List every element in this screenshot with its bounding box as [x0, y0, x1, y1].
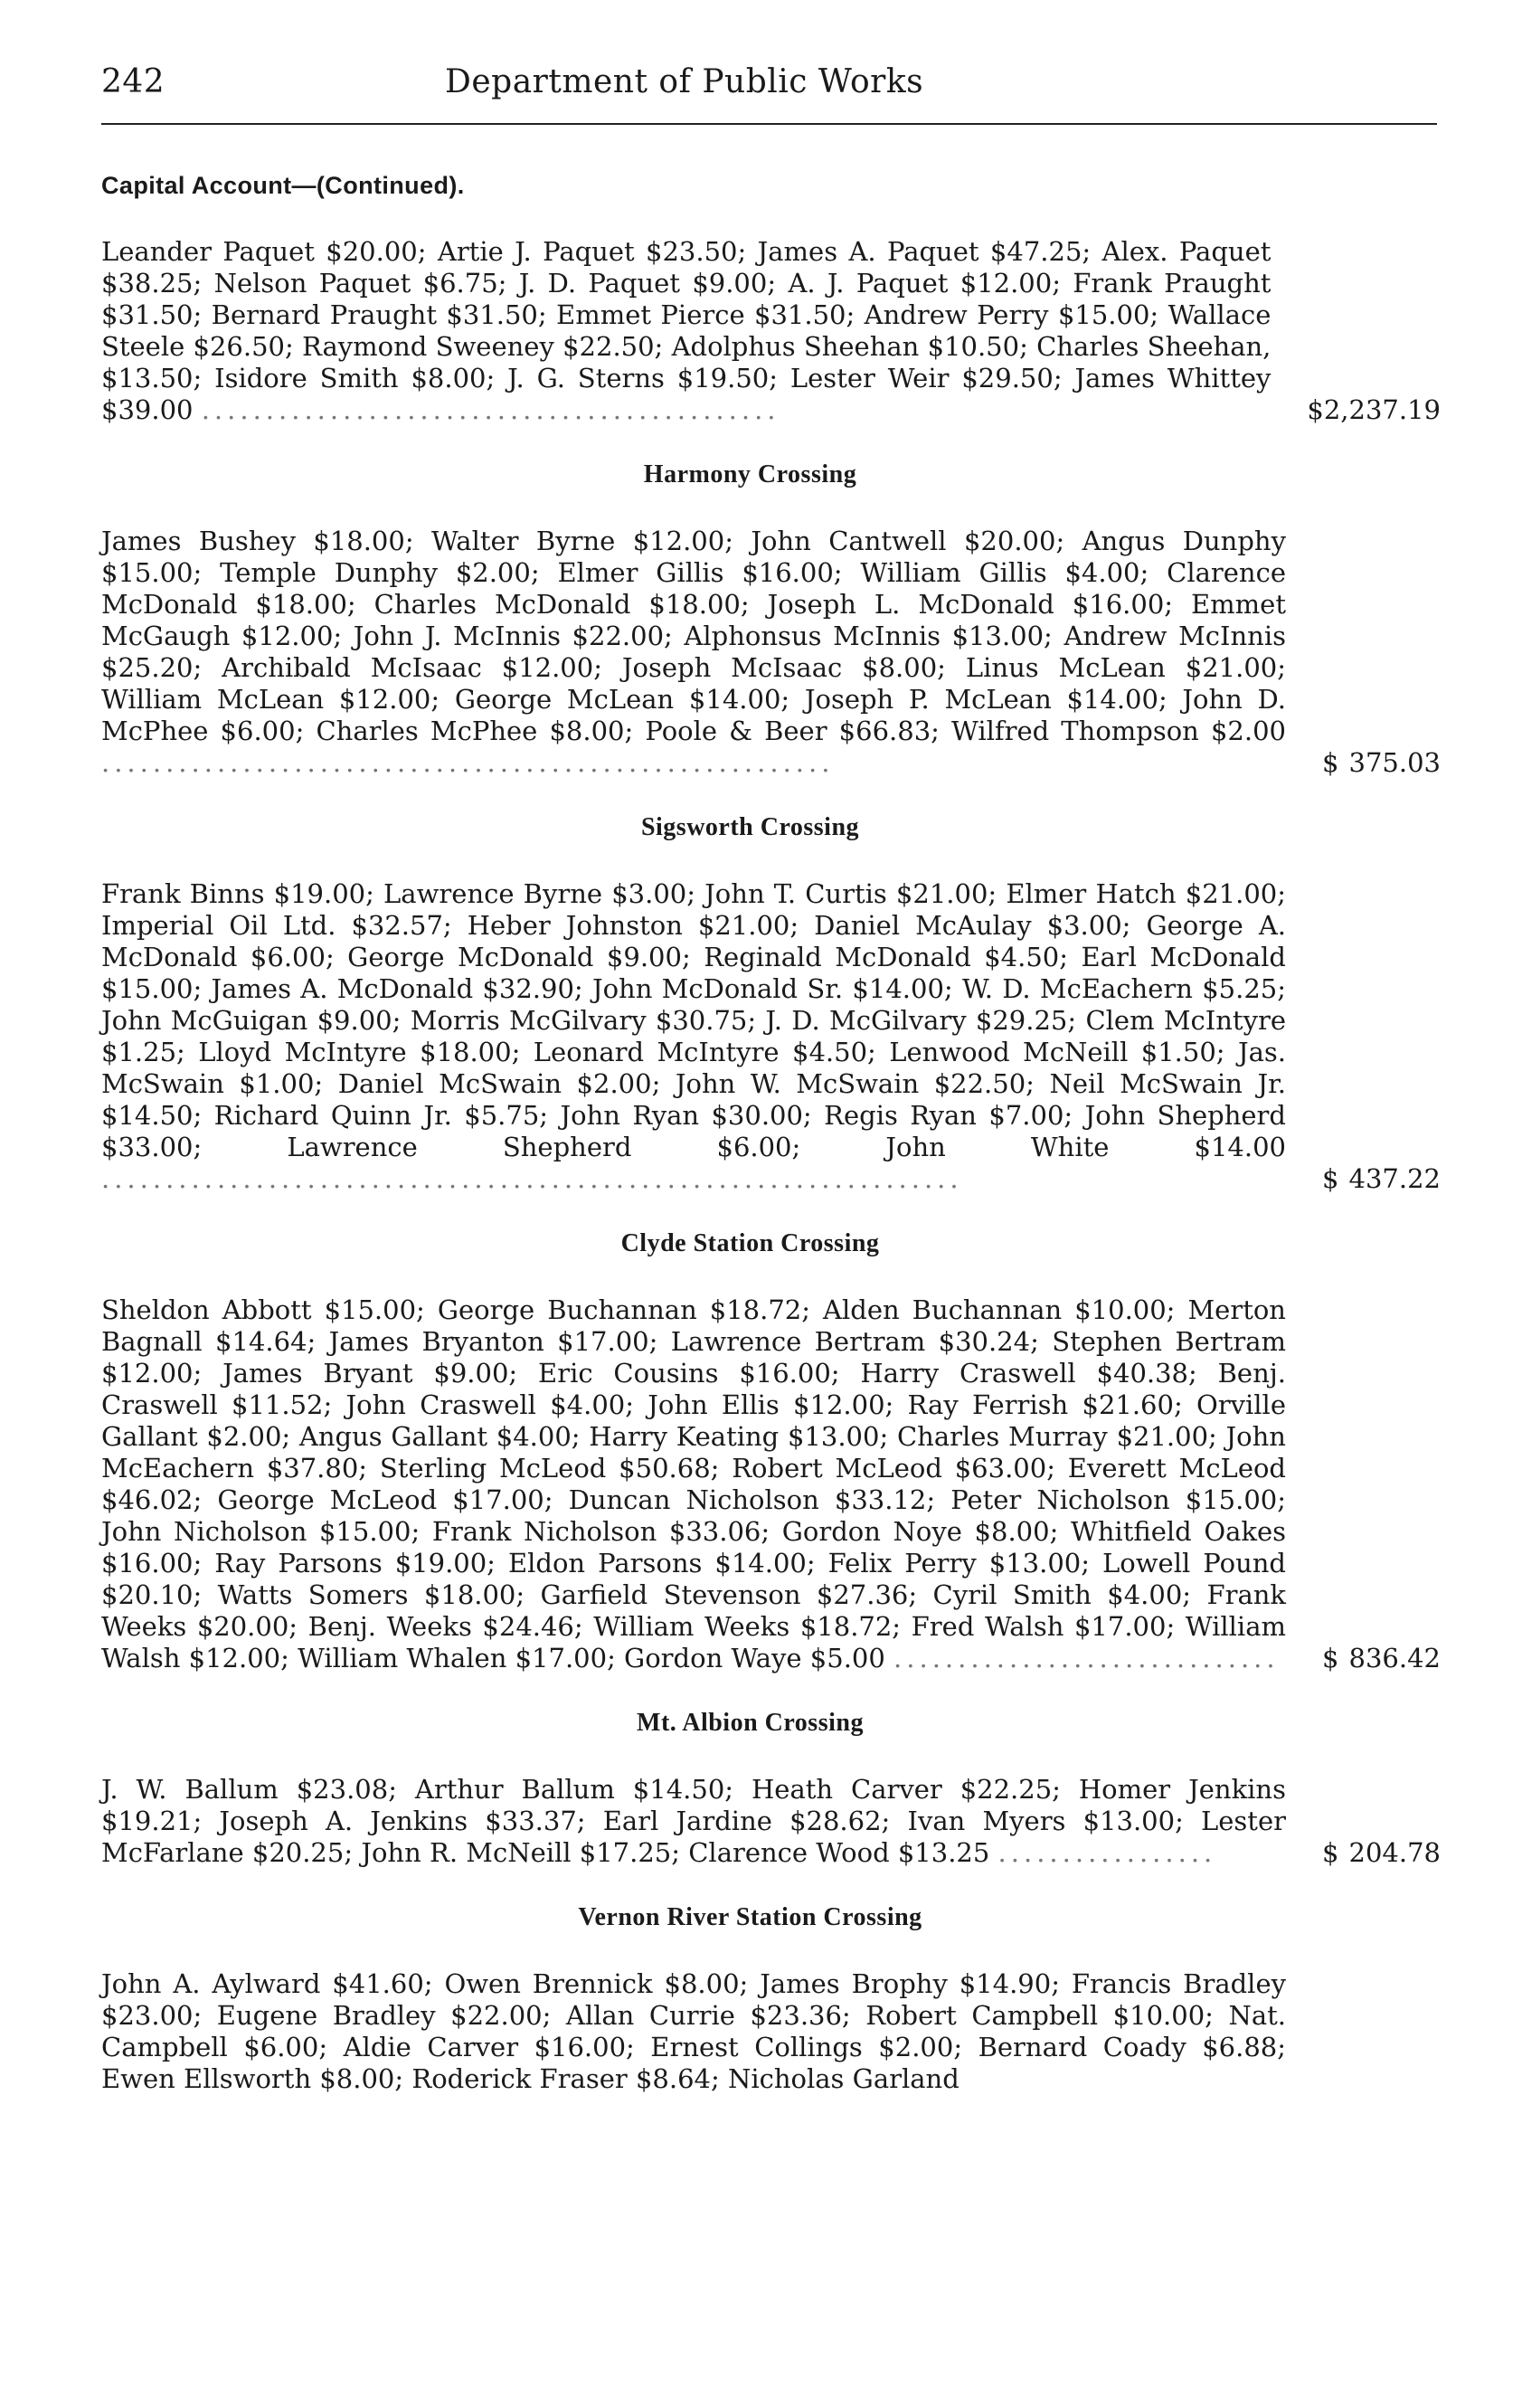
section-text	[101, 526, 1286, 779]
section-clyde-station-crossing	[101, 1229, 1453, 1674]
currency-symbol: $	[1322, 1643, 1339, 1673]
section-heading: Vernon River Station Crossing	[578, 1903, 922, 1931]
section-entry	[101, 526, 1453, 779]
section-text	[101, 1774, 1286, 1869]
entry-text-content: James Bushey $18.00; Walter Byrne $12.00; John Cantwell $20.00; Angus Dunphy $15.00; Temple Dunphy $2.00; Elmer Gillis $16.00; William Gillis $4.00; Clarence McDonald $18.00; Charles McDonald $18.00; Joseph L. McDonald $16.00; Emmet McGaugh $12.00; John J. McInnis $22.00; Alphonsus McInnis $13.00; Andrew McInnis $25.20; Archibald McIsaac $12.00; Joseph McIsaac $8.00; Linus McLean $21.00; William McLean $12.00; George McLean $14.00; Joseph P. McLean $14.00; John D. McPhee $6.00; Charles McPhee $8.00; Poole & Beer $66.83; Wilfred Thompson $2.00	[101, 526, 1286, 746]
dot-leader: ...................................................................	[101, 1163, 963, 1194]
section-total	[1286, 1643, 1453, 1674]
total-amount: 375.03	[1348, 747, 1441, 778]
section-heading: Mt. Albion Crossing	[637, 1709, 864, 1737]
section-text	[101, 878, 1286, 1195]
capital-account-heading: Capital Account—(Continued).	[101, 172, 465, 199]
section-total	[1286, 1163, 1453, 1195]
page-header-title: Department of Public Works	[445, 63, 924, 100]
capital-account-entry	[101, 236, 1453, 426]
entry-text-content: J. W. Ballum $23.08; Arthur Ballum $14.50; Heath Carver $22.25; Homer Jenkins $19.21; Joseph A. Jenkins $33.37; Earl Jardine $28.62; Ivan Myers $13.00; Lester McFarlane $20.25; John R. McNeill $17.25; Clarence Wood $13.25	[101, 1774, 1286, 1868]
total-amount: 437.22	[1348, 1163, 1441, 1194]
section-total	[1286, 1837, 1453, 1869]
section-entry	[101, 878, 1453, 1195]
section-sigsworth-crossing	[101, 813, 1453, 1195]
capital-account-total	[1271, 394, 1453, 426]
section-vernon-river-station-crossing	[101, 1903, 1453, 2095]
capital-account-section	[101, 172, 1453, 426]
section-text	[101, 1968, 1286, 2095]
section-mt-albion-crossing	[101, 1709, 1453, 1869]
dot-leader: .............................................	[201, 394, 780, 425]
total-amount: 836.42	[1348, 1643, 1441, 1673]
currency-symbol: $	[1322, 747, 1339, 778]
dot-leader: ..............................	[893, 1643, 1280, 1673]
entry-text-content: John A. Aylward $41.60; Owen Brennick $8.00; James Brophy $14.90; Francis Bradley $23.00; Eugene Bradley $22.00; Allan Currie $23.36; Robert Campbell $10.00; Nat. Campbell $6.00; Aldie Carver $16.00; Ernest Collings $2.00; Bernard Coady $6.88; Ewen Ellsworth $8.00; Roderick Fraser $8.64; Nicholas Garland	[101, 1968, 1286, 2094]
dot-leader: .................	[997, 1837, 1217, 1868]
currency-symbol: $	[1307, 394, 1324, 425]
section-heading: Clyde Station Crossing	[620, 1229, 880, 1257]
entry-text-content: Leander Paquet $20.00; Artie J. Paquet $23.50; James A. Paquet $47.25; Alex. Paquet $38.25; Nelson Paquet $6.75; J. D. Paquet $9.00; A. J. Paquet $12.00; Frank Praught $31.50; Bernard Praught $31.50; Emmet Pierce $31.50; Andrew Perry $15.00; Wallace Steele $26.50; Raymond Sweeney $22.50; Adolphus Sheehan $10.50; Charles Sheehan, $13.50; Isidore Smith $8.00; J. G. Sterns $19.50; Lester Weir $29.50; James Whittey $39.00	[101, 236, 1271, 425]
entry-text-content: Frank Binns $19.00; Lawrence Byrne $3.00; John T. Curtis $21.00; Elmer Hatch $21.00; Imperial Oil Ltd. $32.57; Heber Johnston $21.00; Daniel McAulay $3.00; George A. McDonald $6.00; George McDonald $9.00; Reginald McDonald $4.50; Earl McDonald $15.00; James A. McDonald $32.90; John McDonald Sr. $14.00; W. D. McEachern $5.25; John McGuigan $9.00; Morris McGilvary $30.75; J. D. McGilvary $29.25; Clem McIntyre $1.25; Lloyd McIntyre $18.00; Leonard McIntyre $4.50; Lenwood McNeill $1.50; Jas. McSwain $1.00; Daniel McSwain $2.00; John W. McSwain $22.50; Neil McSwain Jr. $14.50; Richard Quinn Jr. $5.75; John Ryan $30.00; Regis Ryan $7.00; John Shepherd $33.00; Lawrence Shepherd $6.00; John White $14.00	[101, 878, 1286, 1162]
section-harmony-crossing	[101, 460, 1453, 779]
total-amount: 204.78	[1348, 1837, 1441, 1868]
header-rule	[101, 123, 1437, 125]
total-amount: 2,237.19	[1323, 394, 1441, 425]
running-head	[101, 63, 1453, 107]
section-heading: Harmony Crossing	[643, 460, 857, 488]
section-entry	[101, 1968, 1453, 2095]
dot-leader: .........................................................	[101, 747, 835, 778]
currency-symbol: $	[1322, 1163, 1339, 1194]
capital-account-text	[101, 236, 1271, 426]
section-heading: Sigsworth Crossing	[640, 813, 860, 841]
section-entry	[101, 1774, 1453, 1869]
entry-text-content: Sheldon Abbott $15.00; George Buchannan $18.72; Alden Buchannan $10.00; Merton Bagnall $14.64; James Bryanton $17.00; Lawrence Bertram $30.24; Stephen Bertram $12.00; James Bryant $9.00; Eric Cousins $16.00; Harry Craswell $40.38; Benj. Craswell $11.52; John Craswell $4.00; John Ellis $12.00; Ray Ferrish $21.60; Orville Gallant $2.00; Angus Gallant $4.00; Harry Keating $13.00; Charles Murray $21.00; John McEachern $37.80; Sterling McLeod $50.68; Robert McLeod $63.00; Everett McLeod $46.02; George McLeod $17.00; Duncan Nicholson $33.12; Peter Nicholson $15.00; John Nicholson $15.00; Frank Nicholson $33.06; Gordon Noye $8.00; Whitfield Oakes $16.00; Ray Parsons $19.00; Eldon Parsons $14.00; Felix Perry $13.00; Lowell Pound $20.10; Watts Somers $18.00; Garfield Stevenson $27.36; Cyril Smith $4.00; Frank Weeks $20.00; Benj. Weeks $24.46; William Weeks $18.72; Fred Walsh $17.00; William Walsh $12.00; William Whalen $17.00; Gordon Waye $5.00	[101, 1294, 1286, 1673]
page-number: 242	[101, 63, 165, 100]
section-entry	[101, 1294, 1453, 1674]
currency-symbol: $	[1322, 1837, 1339, 1868]
section-text	[101, 1294, 1286, 1674]
section-total	[1286, 747, 1453, 779]
